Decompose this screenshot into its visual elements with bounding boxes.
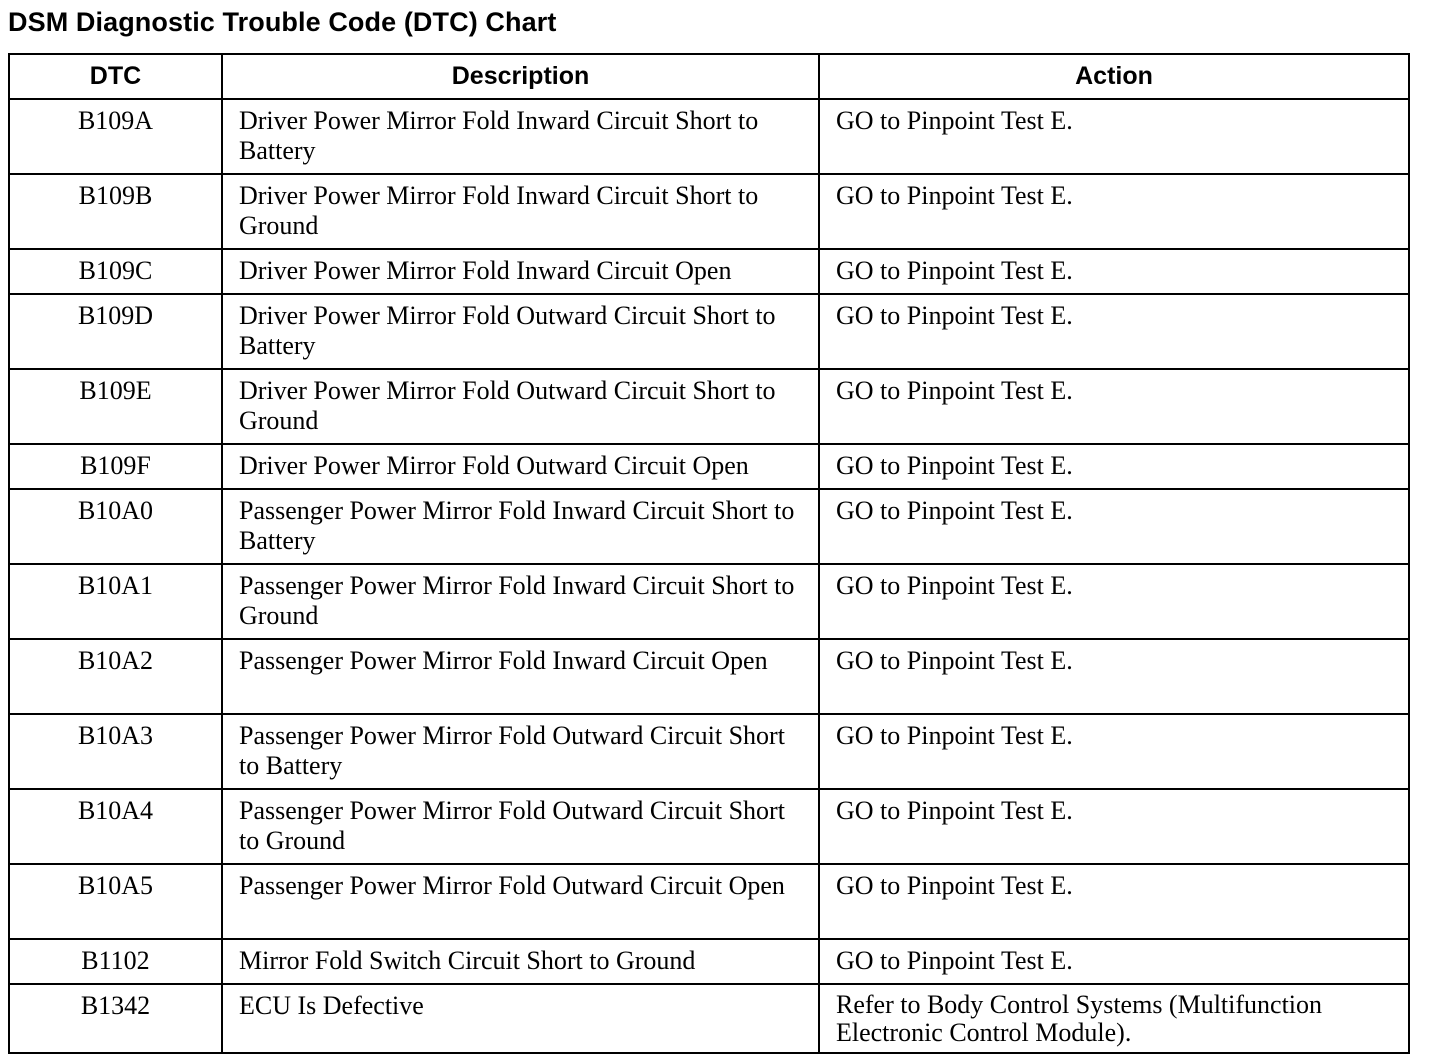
action-cell: GO to Pinpoint Test E. <box>819 639 1409 714</box>
description-cell: Passenger Power Mirror Fold Inward Circuit Short to Battery <box>222 489 819 564</box>
action-cell: GO to Pinpoint Test E. <box>819 564 1409 639</box>
table-row <box>9 369 1409 444</box>
dtc-cell: B109F <box>9 444 222 489</box>
dtc-cell: B109A <box>9 99 222 174</box>
dtc-cell: B10A5 <box>9 864 222 939</box>
table-row <box>9 489 1409 564</box>
action-cell: GO to Pinpoint Test E. <box>819 174 1409 249</box>
action-cell: GO to Pinpoint Test E. <box>819 939 1409 984</box>
dtc-cell: B10A0 <box>9 489 222 564</box>
action-cell: GO to Pinpoint Test E. <box>819 369 1409 444</box>
dtc-cell: B109B <box>9 174 222 249</box>
description-cell: Passenger Power Mirror Fold Outward Circuit Short to Ground <box>222 789 819 864</box>
action-cell: GO to Pinpoint Test E. <box>819 444 1409 489</box>
dtc-cell: B1102 <box>9 939 222 984</box>
description-cell: Driver Power Mirror Fold Inward Circuit Open <box>222 249 819 294</box>
dtc-cell: B10A2 <box>9 639 222 714</box>
action-cell: GO to Pinpoint Test E. <box>819 249 1409 294</box>
action-cell: GO to Pinpoint Test E. <box>819 714 1409 789</box>
description-cell: Passenger Power Mirror Fold Inward Circuit Short to Ground <box>222 564 819 639</box>
description-cell: Driver Power Mirror Fold Outward Circuit Short to Ground <box>222 369 819 444</box>
action-cell: GO to Pinpoint Test E. <box>819 294 1409 369</box>
table-row <box>9 789 1409 864</box>
description-cell: Driver Power Mirror Fold Outward Circuit Short to Battery <box>222 294 819 369</box>
description-cell: Driver Power Mirror Fold Inward Circuit Short to Ground <box>222 174 819 249</box>
dtc-cell: B10A3 <box>9 714 222 789</box>
page-title: DSM Diagnostic Trouble Code (DTC) Chart <box>8 7 557 37</box>
header-dtc: DTC <box>9 54 222 99</box>
table-row <box>9 174 1409 249</box>
header-description: Description <box>222 54 819 99</box>
table-row <box>9 639 1409 714</box>
table-row <box>9 99 1409 174</box>
action-cell: GO to Pinpoint Test E. <box>819 864 1409 939</box>
table-row <box>9 864 1409 939</box>
table-row <box>9 984 1409 1053</box>
description-cell: Passenger Power Mirror Fold Outward Circuit Open <box>222 864 819 939</box>
description-cell: Driver Power Mirror Fold Outward Circuit Open <box>222 444 819 489</box>
description-cell: Driver Power Mirror Fold Inward Circuit Short to Battery <box>222 99 819 174</box>
description-cell: ECU Is Defective <box>222 984 819 1053</box>
dtc-table <box>8 53 1410 1054</box>
table-row <box>9 939 1409 984</box>
action-cell: GO to Pinpoint Test E. <box>819 489 1409 564</box>
header-action: Action <box>819 54 1409 99</box>
description-cell: Passenger Power Mirror Fold Outward Circuit Short to Battery <box>222 714 819 789</box>
table-row <box>9 444 1409 489</box>
dtc-cell: B109D <box>9 294 222 369</box>
description-cell: Mirror Fold Switch Circuit Short to Ground <box>222 939 819 984</box>
table-header-row <box>9 54 1409 99</box>
table-row <box>9 249 1409 294</box>
table-row <box>9 294 1409 369</box>
dtc-cell: B109C <box>9 249 222 294</box>
action-cell: GO to Pinpoint Test E. <box>819 789 1409 864</box>
action-cell: Refer to Body Control Systems (Multifunction Electronic Control Module). <box>819 984 1409 1053</box>
dtc-cell: B109E <box>9 369 222 444</box>
table-row <box>9 714 1409 789</box>
action-cell: GO to Pinpoint Test E. <box>819 99 1409 174</box>
dtc-cell: B10A4 <box>9 789 222 864</box>
table-row <box>9 564 1409 639</box>
dtc-cell: B10A1 <box>9 564 222 639</box>
dtc-cell: B1342 <box>9 984 222 1053</box>
description-cell: Passenger Power Mirror Fold Inward Circuit Open <box>222 639 819 714</box>
